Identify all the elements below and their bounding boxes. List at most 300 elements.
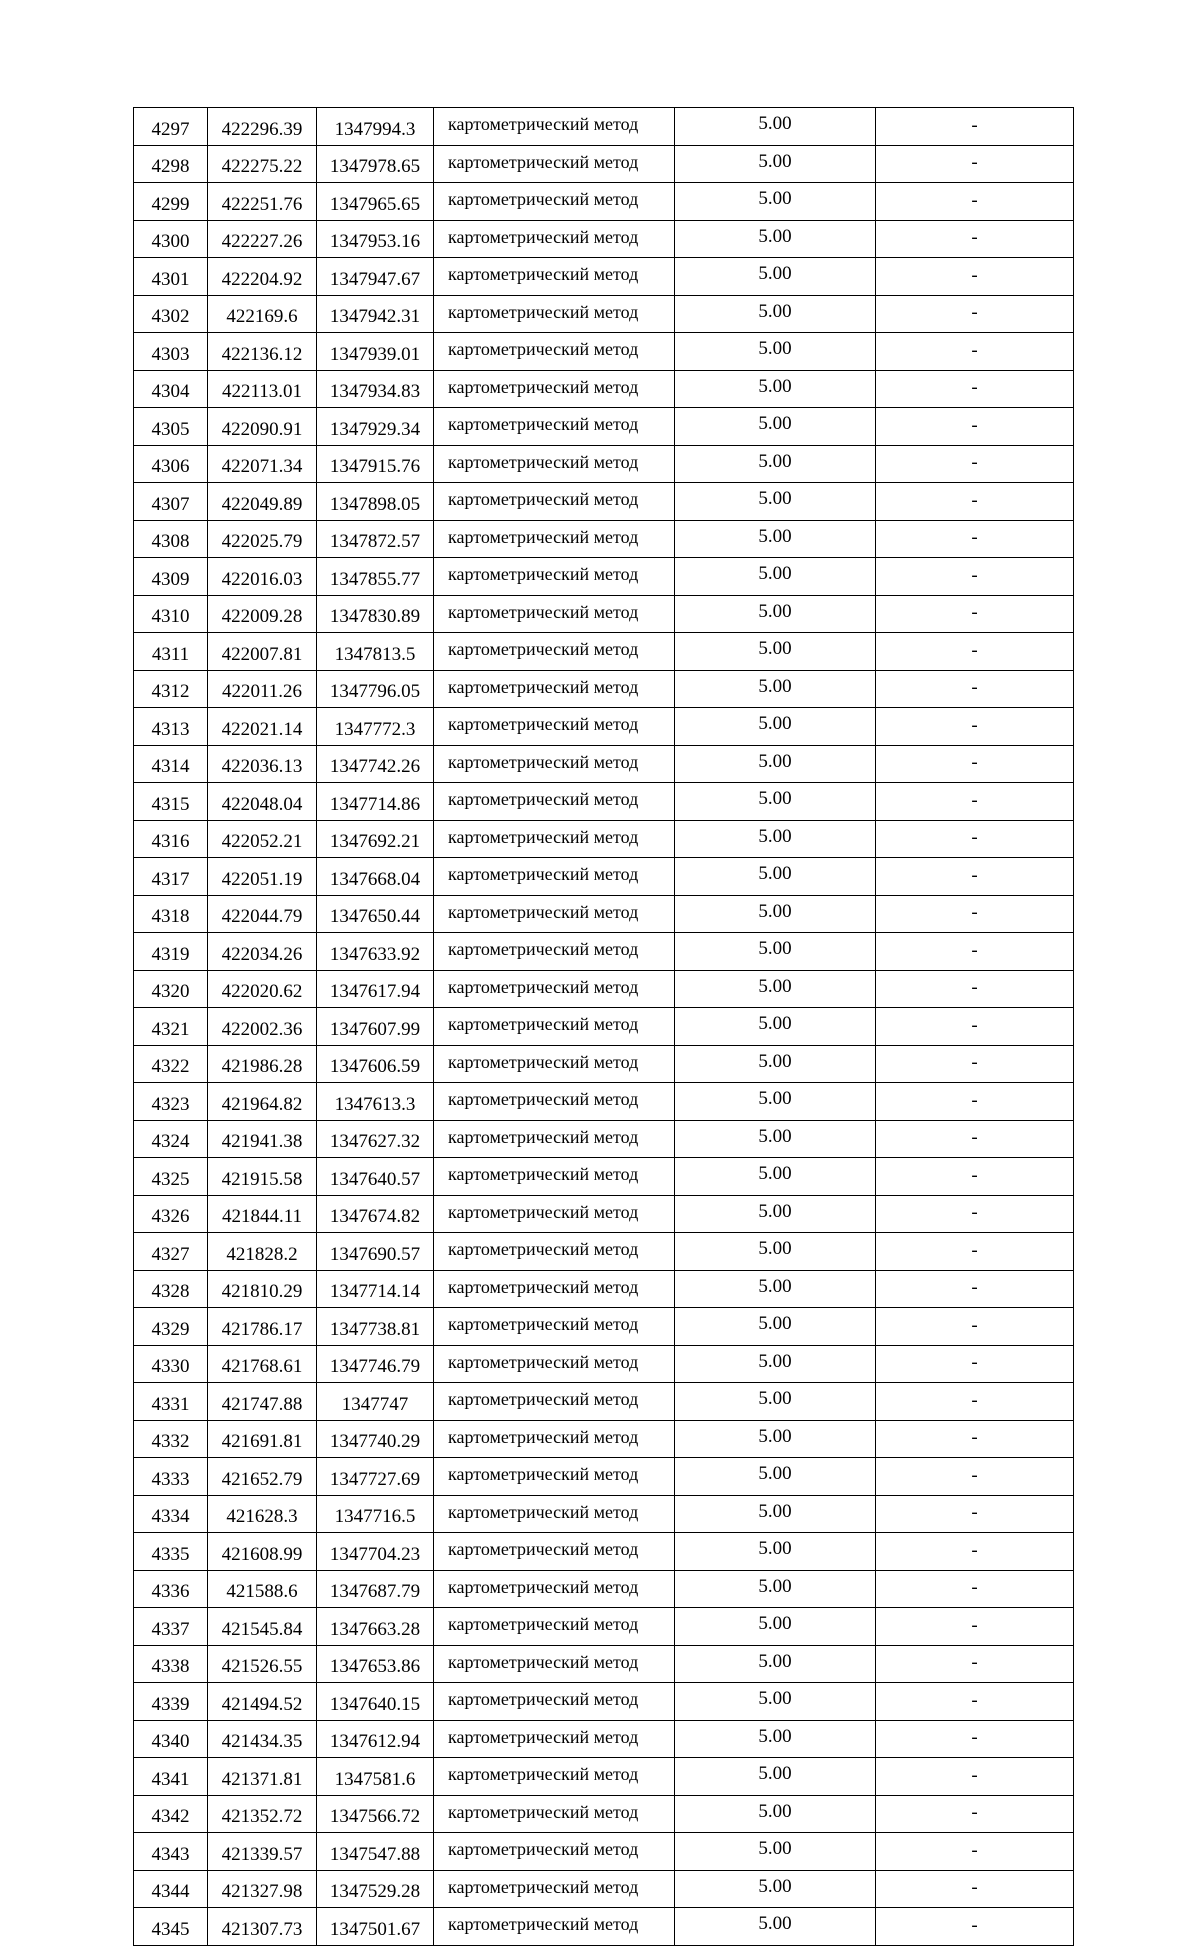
method-cell: картометрический метод bbox=[434, 370, 675, 408]
table-row bbox=[134, 1158, 1074, 1196]
y-coordinate-cell: 1347965.65 bbox=[317, 183, 434, 221]
accuracy-cell: 5.00 bbox=[675, 1345, 876, 1383]
note-cell: - bbox=[876, 895, 1074, 933]
x-coordinate-cell: 422051.19 bbox=[208, 858, 317, 896]
table-row bbox=[134, 295, 1074, 333]
method-cell: картометрический метод bbox=[434, 183, 675, 221]
table-row bbox=[134, 1720, 1074, 1758]
point-number-cell: 4307 bbox=[134, 483, 208, 521]
method-cell: картометрический метод bbox=[434, 895, 675, 933]
table-row bbox=[134, 970, 1074, 1008]
x-coordinate-cell: 421691.81 bbox=[208, 1420, 317, 1458]
point-number-cell: 4333 bbox=[134, 1458, 208, 1496]
accuracy-cell: 5.00 bbox=[675, 370, 876, 408]
accuracy-cell: 5.00 bbox=[675, 820, 876, 858]
table-row bbox=[134, 1008, 1074, 1046]
point-number-cell: 4334 bbox=[134, 1495, 208, 1533]
method-cell: картометрический метод bbox=[434, 1458, 675, 1496]
accuracy-cell: 5.00 bbox=[675, 1158, 876, 1196]
point-number-cell: 4328 bbox=[134, 1270, 208, 1308]
point-number-cell: 4331 bbox=[134, 1383, 208, 1421]
accuracy-cell: 5.00 bbox=[675, 633, 876, 671]
note-cell: - bbox=[876, 258, 1074, 296]
x-coordinate-cell: 421526.55 bbox=[208, 1645, 317, 1683]
point-number-cell: 4299 bbox=[134, 183, 208, 221]
method-cell: картометрический метод bbox=[434, 1120, 675, 1158]
accuracy-cell: 5.00 bbox=[675, 858, 876, 896]
accuracy-cell: 5.00 bbox=[675, 783, 876, 821]
table-row bbox=[134, 1608, 1074, 1646]
x-coordinate-cell: 421327.98 bbox=[208, 1870, 317, 1908]
accuracy-cell: 5.00 bbox=[675, 558, 876, 596]
x-coordinate-cell: 422016.03 bbox=[208, 558, 317, 596]
point-number-cell: 4330 bbox=[134, 1345, 208, 1383]
y-coordinate-cell: 1347772.3 bbox=[317, 708, 434, 746]
table-row bbox=[134, 1758, 1074, 1796]
x-coordinate-cell: 421810.29 bbox=[208, 1270, 317, 1308]
accuracy-cell: 5.00 bbox=[675, 1045, 876, 1083]
x-coordinate-cell: 422113.01 bbox=[208, 370, 317, 408]
x-coordinate-cell: 421307.73 bbox=[208, 1908, 317, 1946]
point-number-cell: 4317 bbox=[134, 858, 208, 896]
table-row bbox=[134, 408, 1074, 446]
accuracy-cell: 5.00 bbox=[675, 595, 876, 633]
table-row bbox=[134, 1683, 1074, 1721]
point-number-cell: 4319 bbox=[134, 933, 208, 971]
method-cell: картометрический метод bbox=[434, 483, 675, 521]
x-coordinate-cell: 422020.62 bbox=[208, 970, 317, 1008]
y-coordinate-cell: 1347547.88 bbox=[317, 1833, 434, 1871]
note-cell: - bbox=[876, 1008, 1074, 1046]
x-coordinate-cell: 422049.89 bbox=[208, 483, 317, 521]
x-coordinate-cell: 422204.92 bbox=[208, 258, 317, 296]
x-coordinate-cell: 422296.39 bbox=[208, 108, 317, 146]
x-coordinate-cell: 422227.26 bbox=[208, 220, 317, 258]
x-coordinate-cell: 421545.84 bbox=[208, 1608, 317, 1646]
x-coordinate-cell: 421434.35 bbox=[208, 1720, 317, 1758]
point-number-cell: 4312 bbox=[134, 670, 208, 708]
x-coordinate-cell: 422002.36 bbox=[208, 1008, 317, 1046]
table-row bbox=[134, 633, 1074, 671]
y-coordinate-cell: 1347796.05 bbox=[317, 670, 434, 708]
point-number-cell: 4316 bbox=[134, 820, 208, 858]
note-cell: - bbox=[876, 1120, 1074, 1158]
table-row bbox=[134, 108, 1074, 146]
table-row bbox=[134, 895, 1074, 933]
point-number-cell: 4335 bbox=[134, 1533, 208, 1571]
table-row bbox=[134, 145, 1074, 183]
accuracy-cell: 5.00 bbox=[675, 1795, 876, 1833]
accuracy-cell: 5.00 bbox=[675, 333, 876, 371]
accuracy-cell: 5.00 bbox=[675, 1833, 876, 1871]
table-row bbox=[134, 370, 1074, 408]
x-coordinate-cell: 421494.52 bbox=[208, 1683, 317, 1721]
note-cell: - bbox=[876, 145, 1074, 183]
x-coordinate-cell: 421768.61 bbox=[208, 1345, 317, 1383]
method-cell: картометрический метод bbox=[434, 1870, 675, 1908]
y-coordinate-cell: 1347742.26 bbox=[317, 745, 434, 783]
x-coordinate-cell: 421964.82 bbox=[208, 1083, 317, 1121]
accuracy-cell: 5.00 bbox=[675, 445, 876, 483]
accuracy-cell: 5.00 bbox=[675, 1645, 876, 1683]
point-number-cell: 4315 bbox=[134, 783, 208, 821]
note-cell: - bbox=[876, 1308, 1074, 1346]
method-cell: картометрический метод bbox=[434, 783, 675, 821]
x-coordinate-cell: 422036.13 bbox=[208, 745, 317, 783]
accuracy-cell: 5.00 bbox=[675, 258, 876, 296]
note-cell: - bbox=[876, 858, 1074, 896]
note-cell: - bbox=[876, 1720, 1074, 1758]
y-coordinate-cell: 1347738.81 bbox=[317, 1308, 434, 1346]
point-number-cell: 4324 bbox=[134, 1120, 208, 1158]
table-row bbox=[134, 708, 1074, 746]
method-cell: картометрический метод bbox=[434, 1758, 675, 1796]
y-coordinate-cell: 1347872.57 bbox=[317, 520, 434, 558]
y-coordinate-cell: 1347640.15 bbox=[317, 1683, 434, 1721]
table-row bbox=[134, 595, 1074, 633]
point-number-cell: 4305 bbox=[134, 408, 208, 446]
accuracy-cell: 5.00 bbox=[675, 1083, 876, 1121]
point-number-cell: 4300 bbox=[134, 220, 208, 258]
note-cell: - bbox=[876, 1345, 1074, 1383]
point-number-cell: 4297 bbox=[134, 108, 208, 146]
point-number-cell: 4332 bbox=[134, 1420, 208, 1458]
note-cell: - bbox=[876, 333, 1074, 371]
method-cell: картометрический метод bbox=[434, 1195, 675, 1233]
method-cell: картометрический метод bbox=[434, 933, 675, 971]
method-cell: картометрический метод bbox=[434, 1045, 675, 1083]
x-coordinate-cell: 422011.26 bbox=[208, 670, 317, 708]
x-coordinate-cell: 422275.22 bbox=[208, 145, 317, 183]
accuracy-cell: 5.00 bbox=[675, 483, 876, 521]
method-cell: картометрический метод bbox=[434, 970, 675, 1008]
table-row bbox=[134, 520, 1074, 558]
method-cell: картометрический метод bbox=[434, 558, 675, 596]
note-cell: - bbox=[876, 220, 1074, 258]
point-number-cell: 4314 bbox=[134, 745, 208, 783]
accuracy-cell: 5.00 bbox=[675, 1908, 876, 1946]
point-number-cell: 4329 bbox=[134, 1308, 208, 1346]
y-coordinate-cell: 1347714.14 bbox=[317, 1270, 434, 1308]
method-cell: картометрический метод bbox=[434, 408, 675, 446]
y-coordinate-cell: 1347855.77 bbox=[317, 558, 434, 596]
table-row bbox=[134, 1458, 1074, 1496]
y-coordinate-cell: 1347581.6 bbox=[317, 1758, 434, 1796]
note-cell: - bbox=[876, 1533, 1074, 1571]
table-row bbox=[134, 783, 1074, 821]
method-cell: картометрический метод bbox=[434, 1008, 675, 1046]
y-coordinate-cell: 1347692.21 bbox=[317, 820, 434, 858]
note-cell: - bbox=[876, 558, 1074, 596]
accuracy-cell: 5.00 bbox=[675, 670, 876, 708]
point-number-cell: 4338 bbox=[134, 1645, 208, 1683]
method-cell: картометрический метод bbox=[434, 1645, 675, 1683]
accuracy-cell: 5.00 bbox=[675, 1308, 876, 1346]
y-coordinate-cell: 1347929.34 bbox=[317, 408, 434, 446]
table-row bbox=[134, 558, 1074, 596]
method-cell: картометрический метод bbox=[434, 820, 675, 858]
point-number-cell: 4339 bbox=[134, 1683, 208, 1721]
y-coordinate-cell: 1347627.32 bbox=[317, 1120, 434, 1158]
x-coordinate-cell: 421352.72 bbox=[208, 1795, 317, 1833]
method-cell: картометрический метод bbox=[434, 1720, 675, 1758]
y-coordinate-cell: 1347813.5 bbox=[317, 633, 434, 671]
note-cell: - bbox=[876, 408, 1074, 446]
table-row bbox=[134, 1908, 1074, 1946]
point-number-cell: 4336 bbox=[134, 1570, 208, 1608]
accuracy-cell: 5.00 bbox=[675, 1608, 876, 1646]
accuracy-cell: 5.00 bbox=[675, 1233, 876, 1271]
method-cell: картометрический метод bbox=[434, 1683, 675, 1721]
method-cell: картометрический метод bbox=[434, 333, 675, 371]
method-cell: картометрический метод bbox=[434, 1795, 675, 1833]
y-coordinate-cell: 1347716.5 bbox=[317, 1495, 434, 1533]
x-coordinate-cell: 422090.91 bbox=[208, 408, 317, 446]
note-cell: - bbox=[876, 1233, 1074, 1271]
method-cell: картометрический метод bbox=[434, 445, 675, 483]
x-coordinate-cell: 422052.21 bbox=[208, 820, 317, 858]
table-row bbox=[134, 1420, 1074, 1458]
method-cell: картометрический метод bbox=[434, 1833, 675, 1871]
x-coordinate-cell: 422034.26 bbox=[208, 933, 317, 971]
y-coordinate-cell: 1347747 bbox=[317, 1383, 434, 1421]
method-cell: картометрический метод bbox=[434, 220, 675, 258]
y-coordinate-cell: 1347529.28 bbox=[317, 1870, 434, 1908]
y-coordinate-cell: 1347674.82 bbox=[317, 1195, 434, 1233]
table-row bbox=[134, 820, 1074, 858]
note-cell: - bbox=[876, 1608, 1074, 1646]
accuracy-cell: 5.00 bbox=[675, 1008, 876, 1046]
note-cell: - bbox=[876, 745, 1074, 783]
accuracy-cell: 5.00 bbox=[675, 220, 876, 258]
x-coordinate-cell: 422021.14 bbox=[208, 708, 317, 746]
accuracy-cell: 5.00 bbox=[675, 1458, 876, 1496]
method-cell: картометрический метод bbox=[434, 295, 675, 333]
note-cell: - bbox=[876, 108, 1074, 146]
note-cell: - bbox=[876, 970, 1074, 1008]
y-coordinate-cell: 1347566.72 bbox=[317, 1795, 434, 1833]
method-cell: картометрический метод bbox=[434, 670, 675, 708]
y-coordinate-cell: 1347915.76 bbox=[317, 445, 434, 483]
note-cell: - bbox=[876, 933, 1074, 971]
point-number-cell: 4323 bbox=[134, 1083, 208, 1121]
note-cell: - bbox=[876, 595, 1074, 633]
table-row bbox=[134, 1195, 1074, 1233]
point-number-cell: 4340 bbox=[134, 1720, 208, 1758]
accuracy-cell: 5.00 bbox=[675, 183, 876, 221]
point-number-cell: 4344 bbox=[134, 1870, 208, 1908]
note-cell: - bbox=[876, 1758, 1074, 1796]
x-coordinate-cell: 421915.58 bbox=[208, 1158, 317, 1196]
x-coordinate-cell: 421986.28 bbox=[208, 1045, 317, 1083]
table-row bbox=[134, 1570, 1074, 1608]
x-coordinate-cell: 422048.04 bbox=[208, 783, 317, 821]
method-cell: картометрический метод bbox=[434, 1083, 675, 1121]
x-coordinate-cell: 422071.34 bbox=[208, 445, 317, 483]
table-row bbox=[134, 1495, 1074, 1533]
method-cell: картометрический метод bbox=[434, 1533, 675, 1571]
x-coordinate-cell: 422025.79 bbox=[208, 520, 317, 558]
method-cell: картометрический метод bbox=[434, 708, 675, 746]
accuracy-cell: 5.00 bbox=[675, 520, 876, 558]
coordinates-table bbox=[133, 107, 1074, 1946]
y-coordinate-cell: 1347607.99 bbox=[317, 1008, 434, 1046]
note-cell: - bbox=[876, 370, 1074, 408]
point-number-cell: 4311 bbox=[134, 633, 208, 671]
accuracy-cell: 5.00 bbox=[675, 708, 876, 746]
method-cell: картометрический метод bbox=[434, 1158, 675, 1196]
table-row bbox=[134, 1233, 1074, 1271]
note-cell: - bbox=[876, 183, 1074, 221]
method-cell: картометрический метод bbox=[434, 108, 675, 146]
method-cell: картометрический метод bbox=[434, 1270, 675, 1308]
point-number-cell: 4308 bbox=[134, 520, 208, 558]
method-cell: картометрический метод bbox=[434, 145, 675, 183]
x-coordinate-cell: 421828.2 bbox=[208, 1233, 317, 1271]
x-coordinate-cell: 422136.12 bbox=[208, 333, 317, 371]
method-cell: картометрический метод bbox=[434, 1608, 675, 1646]
point-number-cell: 4310 bbox=[134, 595, 208, 633]
y-coordinate-cell: 1347606.59 bbox=[317, 1045, 434, 1083]
point-number-cell: 4342 bbox=[134, 1795, 208, 1833]
point-number-cell: 4327 bbox=[134, 1233, 208, 1271]
table-row bbox=[134, 858, 1074, 896]
method-cell: картометрический метод bbox=[434, 633, 675, 671]
note-cell: - bbox=[876, 708, 1074, 746]
y-coordinate-cell: 1347640.57 bbox=[317, 1158, 434, 1196]
point-number-cell: 4303 bbox=[134, 333, 208, 371]
x-coordinate-cell: 422251.76 bbox=[208, 183, 317, 221]
accuracy-cell: 5.00 bbox=[675, 145, 876, 183]
method-cell: картометрический метод bbox=[434, 1570, 675, 1608]
point-number-cell: 4304 bbox=[134, 370, 208, 408]
y-coordinate-cell: 1347830.89 bbox=[317, 595, 434, 633]
note-cell: - bbox=[876, 1908, 1074, 1946]
accuracy-cell: 5.00 bbox=[675, 970, 876, 1008]
point-number-cell: 4318 bbox=[134, 895, 208, 933]
note-cell: - bbox=[876, 520, 1074, 558]
y-coordinate-cell: 1347898.05 bbox=[317, 483, 434, 521]
table-row bbox=[134, 183, 1074, 221]
accuracy-cell: 5.00 bbox=[675, 295, 876, 333]
table-row bbox=[134, 1645, 1074, 1683]
method-cell: картометрический метод bbox=[434, 1908, 675, 1946]
y-coordinate-cell: 1347617.94 bbox=[317, 970, 434, 1008]
x-coordinate-cell: 422009.28 bbox=[208, 595, 317, 633]
method-cell: картометрический метод bbox=[434, 1345, 675, 1383]
x-coordinate-cell: 421941.38 bbox=[208, 1120, 317, 1158]
x-coordinate-cell: 421588.6 bbox=[208, 1570, 317, 1608]
accuracy-cell: 5.00 bbox=[675, 1720, 876, 1758]
table-row bbox=[134, 333, 1074, 371]
note-cell: - bbox=[876, 445, 1074, 483]
y-coordinate-cell: 1347613.3 bbox=[317, 1083, 434, 1121]
table-row bbox=[134, 445, 1074, 483]
accuracy-cell: 5.00 bbox=[675, 1758, 876, 1796]
y-coordinate-cell: 1347746.79 bbox=[317, 1345, 434, 1383]
x-coordinate-cell: 421652.79 bbox=[208, 1458, 317, 1496]
note-cell: - bbox=[876, 1645, 1074, 1683]
table-row bbox=[134, 745, 1074, 783]
y-coordinate-cell: 1347953.16 bbox=[317, 220, 434, 258]
coordinates-table-body bbox=[134, 108, 1074, 1946]
method-cell: картометрический метод bbox=[434, 1233, 675, 1271]
method-cell: картометрический метод bbox=[434, 745, 675, 783]
y-coordinate-cell: 1347942.31 bbox=[317, 295, 434, 333]
y-coordinate-cell: 1347947.67 bbox=[317, 258, 434, 296]
table-row bbox=[134, 1120, 1074, 1158]
y-coordinate-cell: 1347939.01 bbox=[317, 333, 434, 371]
y-coordinate-cell: 1347978.65 bbox=[317, 145, 434, 183]
table-row bbox=[134, 1345, 1074, 1383]
table-row bbox=[134, 1795, 1074, 1833]
point-number-cell: 4325 bbox=[134, 1158, 208, 1196]
point-number-cell: 4345 bbox=[134, 1908, 208, 1946]
y-coordinate-cell: 1347650.44 bbox=[317, 895, 434, 933]
table-row bbox=[134, 483, 1074, 521]
note-cell: - bbox=[876, 1570, 1074, 1608]
x-coordinate-cell: 421628.3 bbox=[208, 1495, 317, 1533]
table-row bbox=[134, 1870, 1074, 1908]
accuracy-cell: 5.00 bbox=[675, 1120, 876, 1158]
point-number-cell: 4341 bbox=[134, 1758, 208, 1796]
x-coordinate-cell: 422169.6 bbox=[208, 295, 317, 333]
y-coordinate-cell: 1347501.67 bbox=[317, 1908, 434, 1946]
table-row bbox=[134, 670, 1074, 708]
x-coordinate-cell: 422044.79 bbox=[208, 895, 317, 933]
note-cell: - bbox=[876, 483, 1074, 521]
note-cell: - bbox=[876, 633, 1074, 671]
table-row bbox=[134, 258, 1074, 296]
point-number-cell: 4309 bbox=[134, 558, 208, 596]
note-cell: - bbox=[876, 1083, 1074, 1121]
x-coordinate-cell: 421844.11 bbox=[208, 1195, 317, 1233]
table-row bbox=[134, 1270, 1074, 1308]
note-cell: - bbox=[876, 1045, 1074, 1083]
method-cell: картометрический метод bbox=[434, 1383, 675, 1421]
y-coordinate-cell: 1347934.83 bbox=[317, 370, 434, 408]
method-cell: картометрический метод bbox=[434, 258, 675, 296]
x-coordinate-cell: 422007.81 bbox=[208, 633, 317, 671]
y-coordinate-cell: 1347633.92 bbox=[317, 933, 434, 971]
y-coordinate-cell: 1347663.28 bbox=[317, 1608, 434, 1646]
x-coordinate-cell: 421371.81 bbox=[208, 1758, 317, 1796]
y-coordinate-cell: 1347740.29 bbox=[317, 1420, 434, 1458]
y-coordinate-cell: 1347690.57 bbox=[317, 1233, 434, 1271]
note-cell: - bbox=[876, 1833, 1074, 1871]
table-row bbox=[134, 1383, 1074, 1421]
y-coordinate-cell: 1347714.86 bbox=[317, 783, 434, 821]
point-number-cell: 4321 bbox=[134, 1008, 208, 1046]
table-row bbox=[134, 1833, 1074, 1871]
accuracy-cell: 5.00 bbox=[675, 895, 876, 933]
note-cell: - bbox=[876, 1458, 1074, 1496]
point-number-cell: 4326 bbox=[134, 1195, 208, 1233]
note-cell: - bbox=[876, 1495, 1074, 1533]
note-cell: - bbox=[876, 783, 1074, 821]
y-coordinate-cell: 1347687.79 bbox=[317, 1570, 434, 1608]
accuracy-cell: 5.00 bbox=[675, 1270, 876, 1308]
method-cell: картометрический метод bbox=[434, 595, 675, 633]
point-number-cell: 4313 bbox=[134, 708, 208, 746]
y-coordinate-cell: 1347612.94 bbox=[317, 1720, 434, 1758]
accuracy-cell: 5.00 bbox=[675, 1420, 876, 1458]
y-coordinate-cell: 1347994.3 bbox=[317, 108, 434, 146]
accuracy-cell: 5.00 bbox=[675, 933, 876, 971]
method-cell: картометрический метод bbox=[434, 520, 675, 558]
table-row bbox=[134, 1308, 1074, 1346]
point-number-cell: 4343 bbox=[134, 1833, 208, 1871]
